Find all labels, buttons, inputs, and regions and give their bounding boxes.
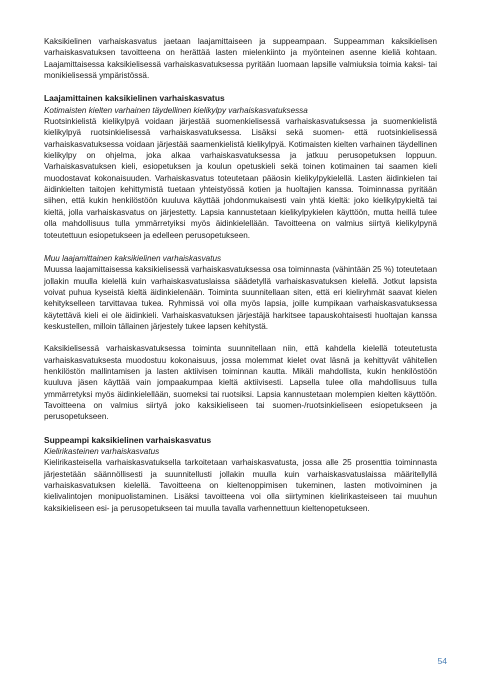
section-laajamittainen xyxy=(44,93,437,240)
section-subheading: Kielirikasteinen varhaiskasvatus xyxy=(44,447,160,456)
section-subheading: Kotimaisten kielten varhainen täydellinen kielikylpy varhaiskasvatuksessa xyxy=(44,105,308,115)
body-paragraph: Kaksikielisessä varhaiskasvatuksessa toiminta suunnitellaan niin, että kahdella kielellä toteutetusta varhaiskasvatuksesta muodostuu kokonaisuus, jossa molemmat kielet ovat läsnä ja kehittyvät vähitellen henkilöstön mallintamisen ja lasten aktiivisen toiminnan kautta. Mikäli mahdollista, kukin henkilöstöön kuuluva jäsen käyttää vain jompaakumpaa kieltä aktiivisesti. Lapsella tulee olla mahdollisuus tulla ymmärretyksi myös äidinkielellään, suomeksi tai ruotsiksi. Lapsia kannustetaan molempien kielten käyttöön. Tavoitteena on valmius siirtyä joko kaksikieliseen tai suomen-/ruotsinkieliseen esiopetukseen ja perusopetukseen. xyxy=(44,344,437,422)
section-heading: Laajamittainen kaksikielinen varhaiskasvatus xyxy=(44,93,225,104)
section-muu-laajamittainen xyxy=(44,253,437,423)
section-subheading: Muu laajamittainen kaksikielinen varhaiskasvatus xyxy=(44,253,222,263)
section-heading: Suppeampi kaksikielinen varhaiskasvatus xyxy=(44,434,212,445)
intro-paragraph: Kaksikielinen varhaiskasvatus jaetaan laajamittaiseen ja suppeampaan. Suppeamman kaksikielisen varhaiskasvatuksen tavoitteena on herättää lasten mielenkiinto ja myönteinen asenne kieliä kohtaan. Laajamittaisessa kaksikielisessä varhaiskasvatuksessa pyritään luomaan lapsille valmiuksia toimia kaksi- tai monikielisessä ympäristössä. xyxy=(44,37,437,81)
page-number: 54 xyxy=(437,656,447,666)
section-suppeampi xyxy=(44,435,437,514)
body-paragraph: Muussa laajamittaisessa kaksikielisessä varhaiskasvatuksessa osa toiminnasta (vähintään 25 %) toteutetaan jollakin muulla kielellä kuin varhaiskasvatuslaissa säädetyllä varhaiskasvatuksen kielellä. Jotkut lapsista voivat puhua kyseistä kieltä äidinkielenään. Toiminta suunnitellaan siten, että eri kieliryhmät saavat kielen kehitykselleen tarvittavaa tukea. Ryhmissä voi olla myös lapsia, joille kumpikaan varhaiskasvatuksessa käytettävä kieli ei ole äidinkieli. Varhaiskasvatuksen järjestäjä harkitsee tapauskohtaisesti huoltajan kanssa keskustellen, milloin tällainen järjestely tukee lapsen kehitystä. xyxy=(44,265,437,331)
body-paragraph: Ruotsinkielistä kielikylpyä voidaan järjestää suomenkielisessä varhaiskasvatuksessa ja suomenkielistä kielikylpyä ruotsinkielisessä varhaiskasvatuksessa. Lisäksi sekä suomen- että ruotsinkielisessä varhaiskasvatuksessa voidaan järjestää saamenkielistä kielikylpyä. Kotimaisten kielten varhainen täydellinen kielikylpy on ohjelma, joka alkaa varhaiskasvatuksessa ja jatkuu perusopetuksen loppuun. Varhaiskasvatuksen kieli, esiopetuksen ja koulun opetuskieli sekä toinen kotimainen tai saamen kieli muodostavat kokonaisuuden. Varhaiskasvatus toteutetaan pääosin kielikylpykielellä. Lasten äidinkielen tai äidinkielten taitojen kehittymistä tuetaan yhteistyössä kotien ja huoltajien kanssa. Toiminnassa pyritään siihen, että kukin henkilöstöön kuuluva käyttää johdonmukaisesti vain yhtä kieltä: joko kielikylpykieltä tai kieltä, jolla varhaiskasvatus on järjestetty. Lapsia kannustetaan kielikylpykielen käyttöön, mutta heillä tulee olla mahdollisuus tulla ymmärretyiksi myös äidinkielellään. Tavoitteena on valmius siirtyä kielikylpynä toteutettuun esiopetukseen ja edelleen perusopetukseen. xyxy=(44,117,437,240)
body-paragraph: Kielirikasteisella varhaiskasvatuksella tarkoitetaan varhaiskasvatusta, jossa alle 25 prosenttia toiminnasta järjestetään säännöllisesti ja suunnitellusti jollakin muulla kuin varhaiskasvatuslaissa määritellyllä varhaiskasvatuksen kielellä. Tavoitteena on kieltenoppimisen tukeminen, lasten motivoiminen ja kielivalintojen monipuolistaminen. Lisäksi tavoitteena voi olla siirtyminen kielirikasteiseen tai muuhun kaksikieliseen esi- ja perusopetukseen tai muulla tavalla varhennettuun kieltenopetukseen. xyxy=(44,458,437,513)
